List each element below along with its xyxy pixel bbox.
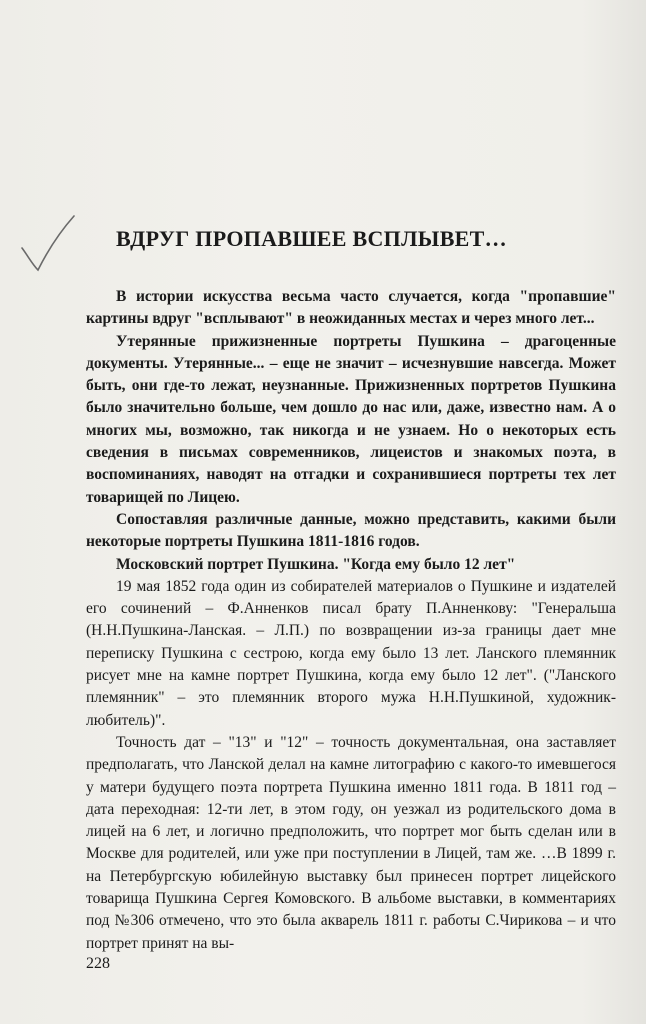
handwritten-checkmark-icon: [18, 210, 78, 280]
paragraph: 19 мая 1852 года один из собирателей материалов о Пушкине и издателей его сочинений – Ф.Анненков писал брату П.Анненкову: "Генеральша (Н.Н.Пушкина-Ланская. – Л.П.) по возвращении из-за границы дает мне переписку Пушкина с сестрою, когда ему было 13 лет. Ланского племянник рисует мне на камне портрет Пушкина, когда ему было 12 лет". ("Ланского племянник" – это племянник второго мужа Н.Н.Пушкиной, художник-любитель)".: [86, 577, 616, 729]
paragraph: В истории искусства весьма часто случается, когда "пропавшие" картины вдруг "всплывают" в неожиданных местах и через много лет...: [86, 288, 616, 328]
chapter-title: ВДРУГ ПРОПАВШЕЕ ВСПЛЫВЕТ…: [116, 226, 507, 251]
section-subheading: Московский портрет Пушкина. "Когда ему было 12 лет": [116, 555, 516, 573]
paragraph: Точность дат – "13" и "12" – точность документальная, она заставляет предполагать, что Ланской делал на камне литографию с какого-то имевшегося у матери будущего поэта портрета Пушкина именно 1811 года. В 1811 год – дата переходная: 12-ти лет, в этом году, он уезжал из родительского дома в лицей на 6 лет, и логично предположить, что портрет мог быть сделан или в Москве для родителей, или уже при поступлении в Лицей, там же. …В 1899 г. на Петербургскую юбилейную выставку был принесен портрет лицейского товарища Пушкина Сергея Комовского. В альбоме выставки, в комментариях под №306 отмечено, что это была акварель 1811 г. работы С.Чирикова – и что портрет принят на вы-: [86, 733, 616, 952]
paragraph: Сопоставляя различные данные, можно представить, какими были некоторые портреты Пушкина 1811-1816 годов.: [86, 510, 616, 551]
body-text: [86, 286, 616, 955]
page-number: 228: [86, 955, 110, 972]
paragraph: Утерянные прижизненные портреты Пушкина – драгоценные документы. Утерянные... – еще не значит – исчезнувшие навсегда. Может быть, они где-то лежат, неузнанные. Прижизненных портретов Пушкина было значительно больше, чем дошло до нас или, даже, известно нам. А о многих мы, возможно, так никогда и не узнаем. Но о некоторых есть сведения в письмах современников, лицеистов и знакомых поэта, в воспоминаниях, наводят на отгадки и сохранившиеся портреты тех лет товарищей по Лицею.: [86, 332, 616, 506]
